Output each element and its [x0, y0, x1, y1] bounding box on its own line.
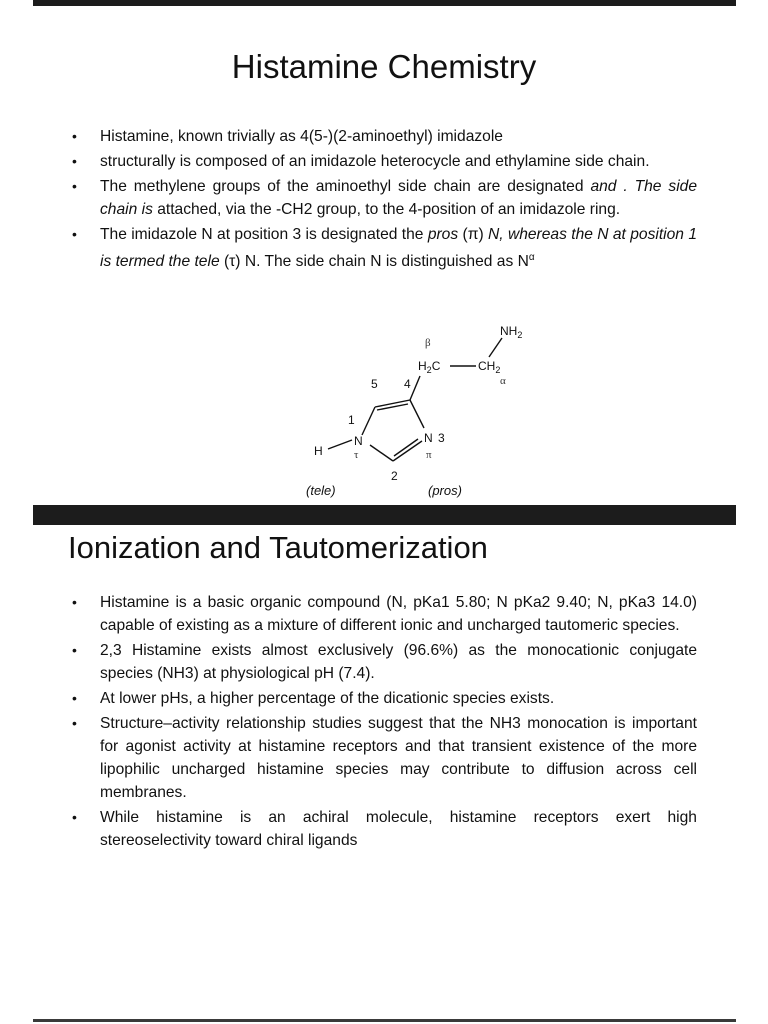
pi-label: π — [426, 449, 432, 461]
n3-label: N — [424, 431, 433, 445]
bullet-text: attached, via the -CH2 group, to the 4-position of an imidazole ring. — [152, 201, 621, 218]
h-label: H — [314, 444, 323, 458]
histamine-chemistry-bullet-list — [70, 125, 697, 275]
bond-4-5 — [375, 400, 410, 407]
top-divider-bar — [33, 0, 736, 6]
italic-text: and . The side chain is — [100, 178, 697, 218]
bullet-text: Histamine is a basic organic compound (N, pKa1 5.80; N pKa2 9.40; N, pKa3 14.0) capable of existing as a mixture of different ionic and uncharged tautomeric species. — [100, 594, 697, 634]
slide-divider-bar — [33, 505, 736, 525]
bond-4-n3 — [410, 400, 424, 428]
bullet-item — [70, 687, 697, 710]
bullet-item — [70, 591, 697, 637]
tele-label: (tele) — [306, 483, 336, 498]
bullet-item — [70, 125, 697, 148]
position-3-label: 3 — [438, 431, 445, 445]
bottom-divider-bar — [33, 1019, 736, 1022]
italic-text: N, whereas the N at position 1 is termed the tele — [100, 226, 697, 271]
bullet-text: Histamine, known trivially as 4(5-)(2-aminoethyl) imidazole — [100, 128, 503, 145]
bullet-item — [70, 150, 697, 173]
bullet-text: 2,3 Histamine exists almost exclusively (96.6%) as the monocationic conjugate species (NH3) at physiological pH (7.4). — [100, 642, 697, 682]
bullet-item — [70, 712, 697, 804]
ch2-label: $CH_2$ — [478, 359, 501, 375]
bond-5-n1 — [362, 407, 375, 435]
bullet-text: The imidazole N at position 3 is designated the — [100, 226, 428, 243]
pros-label: (pros) — [428, 483, 462, 498]
bond-ch2-nh2 — [489, 338, 502, 357]
alpha-label: α — [500, 375, 506, 387]
bond-c4-h2c — [410, 376, 420, 400]
bond-c2-n3 — [393, 441, 422, 461]
bullet-text: The methylene groups of the aminoethyl side chain are designated — [100, 178, 591, 195]
tau-label: τ — [354, 449, 359, 461]
ionization-bullet-list — [70, 591, 697, 854]
slide-title-histamine-chemistry: Histamine Chemistry — [231, 48, 537, 85]
bond-c2-n3-double — [394, 439, 418, 456]
position-1-label: 1 — [348, 413, 355, 427]
bond-n1-c2 — [370, 445, 393, 461]
bullet-item — [70, 806, 697, 852]
bullet-item — [70, 223, 697, 273]
bullet-item — [70, 175, 697, 221]
beta-label: β — [425, 337, 431, 349]
bullet-text: structurally is composed of an imidazole heterocycle and ethylamine side chain. — [100, 153, 650, 170]
n1-label: N — [354, 434, 363, 448]
bond-h-n1 — [328, 440, 352, 449]
bullet-item — [70, 639, 697, 685]
position-2-label: 2 — [391, 469, 398, 483]
superscript-text: α — [528, 252, 535, 263]
nh2-label: $NH_2$ — [500, 324, 523, 340]
h2c-label: $H_2C$ — [418, 359, 441, 375]
bullet-text: At lower pHs, a higher percentage of the dicationic species exists. — [100, 690, 555, 707]
bullet-text: While histamine is an achiral molecule, histamine receptors exert high stereoselectivity toward chiral ligands — [100, 809, 697, 849]
position-5-label: 5 — [371, 377, 378, 391]
bullet-text: (π) — [458, 226, 488, 243]
slide-title-ionization: Ionization and Tautomerization — [68, 530, 488, 565]
histamine-structure-diagram — [290, 318, 550, 503]
bullet-text: (τ) N. The side chain N is distinguished as N — [219, 253, 529, 271]
bullet-text: Structure–activity relationship studies suggest that the NH3 monocation is important for agonist activity at histamine receptors and that transient existence of the more lipophilic uncharged histamine species may contribute to diffusion across cell membranes. — [100, 715, 697, 801]
bond-4-5-double — [377, 404, 408, 410]
position-4-label: 4 — [404, 377, 411, 391]
italic-text: pros — [427, 226, 459, 243]
